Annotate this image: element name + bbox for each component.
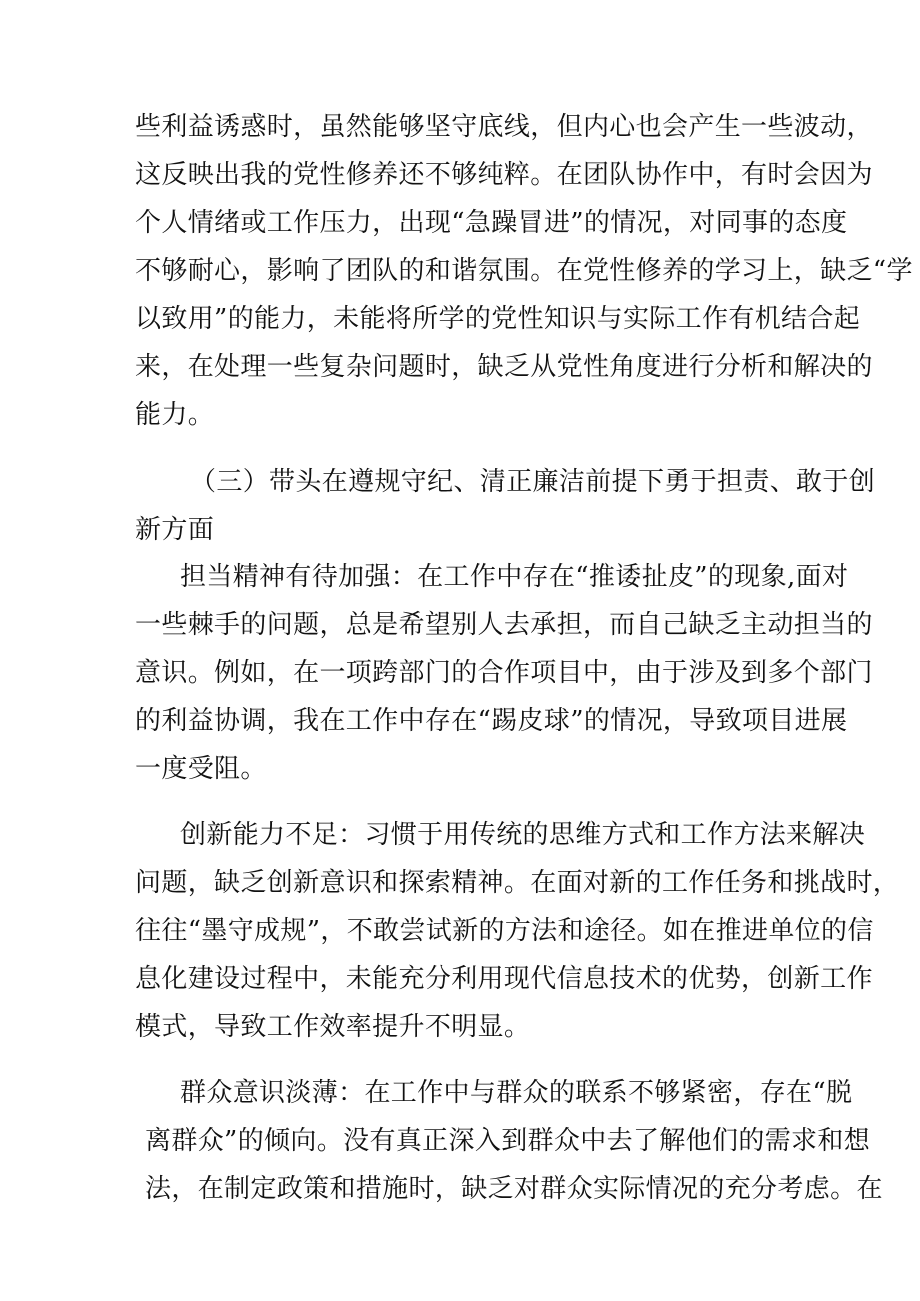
text-line-19: 模式，导致工作效率提升不明显。 xyxy=(135,1012,531,1042)
section-heading-line-2: 新方面 xyxy=(135,515,215,545)
text-line-16: 问题，缺乏创新意识和探索精神。在面对新的工作任务和挑战时， xyxy=(135,868,900,898)
text-line-22: 法，在制定政策和措施时，缺乏对群众实际情况的充分考虑。在 xyxy=(145,1174,883,1204)
text-line-15: 创新能力不足：习惯于用传统的思维方式和工作方法来解决 xyxy=(180,820,866,850)
text-line-12: 意识。例如，在一项跨部门的合作项目中，由于涉及到多个部门 xyxy=(135,658,873,688)
text-line-3: 个人情绪或工作压力，出现“急躁冒进”的情况，对同事的态度 xyxy=(135,208,848,238)
text-line-7: 能力。 xyxy=(135,400,215,430)
text-line-17: 往往“墨守成规”，不敢尝试新的方法和途径。如在推进单位的信 xyxy=(135,916,874,946)
text-line-11: 一些棘手的问题，总是希望别人去承担，而自己缺乏主动担当的 xyxy=(135,610,873,640)
text-line-4: 不够耐心，影响了团队的和谐氛围。在党性修养的学习上，缺乏“学 xyxy=(135,256,913,286)
text-line-5: 以致用”的能力，未能将所学的党性知识与实际工作有机结合起 xyxy=(135,304,861,334)
text-line-6: 来，在处理一些复杂问题时，缺乏从党性角度进行分析和解决的 xyxy=(135,352,873,382)
text-line-21: 离群众”的倾向。没有真正深入到群众中去了解他们的需求和想 xyxy=(145,1126,871,1156)
text-line-20: 群众意识淡薄：在工作中与群众的联系不够紧密，存在“脱 xyxy=(180,1078,853,1108)
text-line-13: 的利益协调，我在工作中存在“踢皮球”的情况，导致项目进展 xyxy=(135,706,848,736)
text-line-14: 一度受阻。 xyxy=(135,754,267,784)
text-line-2: 这反映出我的党性修养还不够纯粹。在团队协作中，有时会因为 xyxy=(135,160,873,190)
text-line-1: 些利益诱惑时，虽然能够坚守底线，但内心也会产生一些波动， xyxy=(135,112,873,142)
text-line-18: 息化建设过程中，未能充分利用现代信息技术的优势，创新工作 xyxy=(135,964,873,994)
section-heading-line-1: （三）带头在遵规守纪、清正廉洁前提下勇于担责、敢于创 xyxy=(190,467,876,497)
text-line-10: 担当精神有待加强：在工作中存在“推诿扯皮”的现象,面对 xyxy=(180,562,849,592)
